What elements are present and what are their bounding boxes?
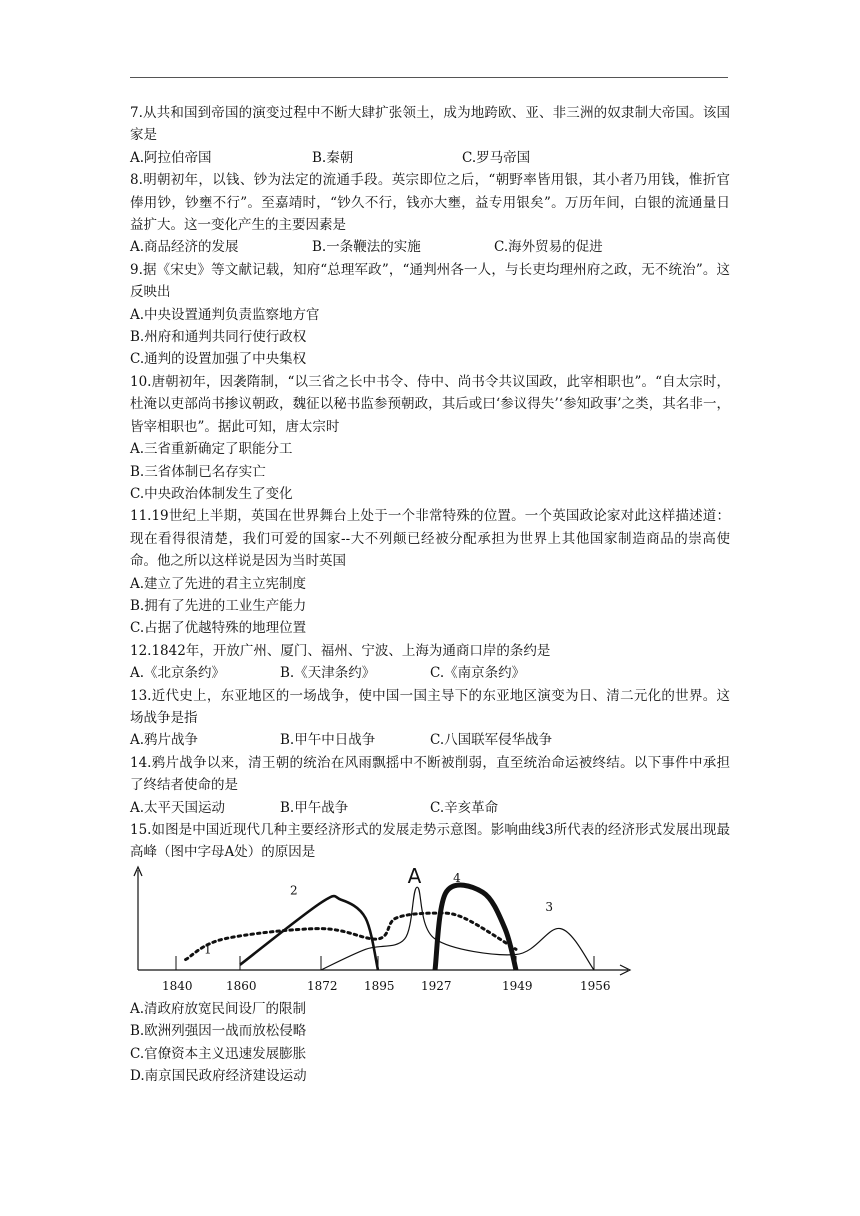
- chart-svg: [130, 864, 730, 998]
- q13-option-a[interactable]: A.鸦片战争: [130, 732, 199, 749]
- q13-options: [130, 729, 730, 751]
- q13-option-b[interactable]: B.甲午中日战争: [280, 732, 376, 749]
- q7-option-c[interactable]: C.罗马帝国: [462, 149, 531, 166]
- q9-stem: 9.据《宋史》等文献记载，知府“总理军政”，“通判州各一人，与长吏均理州府之政，无不统治”。这反映出: [130, 261, 730, 301]
- q15-option-b[interactable]: B.欧洲列强因一战而放松侵略: [130, 1023, 307, 1040]
- q10-option-b[interactable]: B.三省体制已名存实亡: [130, 463, 266, 480]
- x-tick-label: 1860: [226, 978, 257, 993]
- x-tick-label: 1872: [307, 978, 338, 993]
- curve-label-1: 1: [204, 942, 212, 957]
- header-rule: [130, 77, 728, 78]
- curve-label-2: 2: [290, 883, 298, 898]
- q9-option-c[interactable]: C.通判的设置加强了中央集权: [130, 351, 307, 368]
- q14-options: [130, 797, 730, 819]
- q13-option-c[interactable]: C.八国联军侵华战争: [430, 732, 553, 749]
- x-tick-label: 1927: [421, 978, 452, 993]
- q14-option-b[interactable]: B.甲午战争: [280, 799, 349, 816]
- x-tick-label: 1895: [364, 978, 395, 993]
- x-tick-label: 1840: [162, 978, 193, 993]
- q14-stem: 14.鸦片战争以来，清王朝的统治在风雨飘摇中不断被削弱，直至统治命运被终结。以下事件中承担了终结者使命的是: [130, 754, 730, 794]
- q15-option-c[interactable]: C.官僚资本主义迅速发展膨胀: [130, 1045, 307, 1062]
- q9-option-b[interactable]: B.州府和通判共同行使行政权: [130, 329, 307, 346]
- q11-option-a[interactable]: A.建立了先进的君主立宪制度: [130, 575, 307, 592]
- q12-option-c[interactable]: C.《南京条约》: [430, 665, 526, 682]
- q15-option-d[interactable]: D.南京国民政府经济建设运动: [130, 1068, 307, 1085]
- curve-1: [186, 913, 516, 960]
- q11-option-c[interactable]: C.占据了优越特殊的地理位置: [130, 620, 307, 637]
- x-tick-label: 1956: [580, 978, 611, 993]
- q12-stem: 12.1842年，开放广州、厦门、福州、宁波、上海为通商口岸的条约是: [130, 642, 551, 659]
- curve-label-4: 4: [453, 870, 461, 885]
- x-tick-label: 1949: [502, 978, 533, 993]
- q10-option-c[interactable]: C.中央政治体制发生了变化: [130, 485, 293, 502]
- q7-option-a[interactable]: A.阿拉伯帝国: [130, 149, 212, 166]
- q10-stem: 10.唐朝初年，因袭隋制，“以三省之长中书令、侍中、尚书令共议国政，此宰相职也”。“自太宗时，杜淹以吏部尚书掺议朝政，魏征以秘书监参预朝政，其后或曰‘参议得失’‘参知政事’之类，其名非一，皆宰相职也”。据此可知，唐太宗时: [130, 373, 730, 435]
- q8-option-a[interactable]: A.商品经济的发展: [130, 239, 239, 256]
- q13-stem: 13.近代史上，东亚地区的一场战争，使中国一国主导下的东亚地区演变为日、清二元化的世界。这场战争是指: [130, 687, 730, 726]
- q12-option-b[interactable]: B.《天津条约》: [280, 665, 376, 682]
- q8-options: [130, 236, 730, 258]
- question-list: [130, 102, 730, 1087]
- q12-option-a[interactable]: A.《北京条约》: [130, 665, 226, 682]
- q14-option-c[interactable]: C.辛亥革命: [430, 799, 499, 816]
- q11-stem: 11.19世纪上半期，英国在世界舞台上处于一个非常特殊的位置。一个英国政论家对此这样描述道：现在看得很清楚，我们可爱的国家--大不列颠已经被分配承担为世界上其他国家制造商品的崇高使命。他之所以这样说是因为当时英国: [130, 508, 730, 570]
- q8-option-c[interactable]: C.海外贸易的促进: [494, 239, 603, 256]
- q7-stem: 7.从共和国到帝国的演变过程中不断大肆扩张领土，成为地跨欧、亚、非三洲的奴隶制大帝国。该国家是: [130, 105, 730, 144]
- q10-option-a[interactable]: A.三省重新确定了职能分工: [130, 441, 293, 458]
- q7-options: [130, 147, 730, 169]
- q14-option-a[interactable]: A.太平天国运动: [130, 799, 226, 816]
- q11-option-b[interactable]: B.拥有了先进的工业生产能力: [130, 597, 307, 614]
- q8-stem: 8.明朝初年，以钱、钞为法定的流通手段。英宗即位之后，“朝野率皆用银，其小者乃用钱，惟折官俸用钞，钞壅不行”。至嘉靖时，“钞久不行，钱亦大壅，益专用银矣”。万历年间，白银的流通量日益扩大。这一变化产生的主要因素是: [130, 172, 730, 234]
- q8-option-b[interactable]: B.一条鞭法的实施: [312, 239, 421, 256]
- peak-a-label: A: [407, 863, 422, 888]
- q15-stem: 15.如图是中国近现代几种主要经济形式的发展走势示意图。影响曲线3所代表的经济形式发展出现最高峰（图中字母A处）的原因是: [130, 822, 730, 861]
- q12-options: [130, 662, 730, 684]
- q15-option-a[interactable]: A.清政府放宽民间设厂的限制: [130, 1000, 307, 1017]
- economy-trend-chart: [130, 864, 730, 998]
- q7-option-b[interactable]: B.秦朝: [312, 149, 354, 166]
- q9-option-a[interactable]: A.中央设置通判负责监察地方官: [130, 306, 320, 323]
- curve-4: [435, 885, 516, 970]
- curve-label-3: 3: [545, 899, 554, 914]
